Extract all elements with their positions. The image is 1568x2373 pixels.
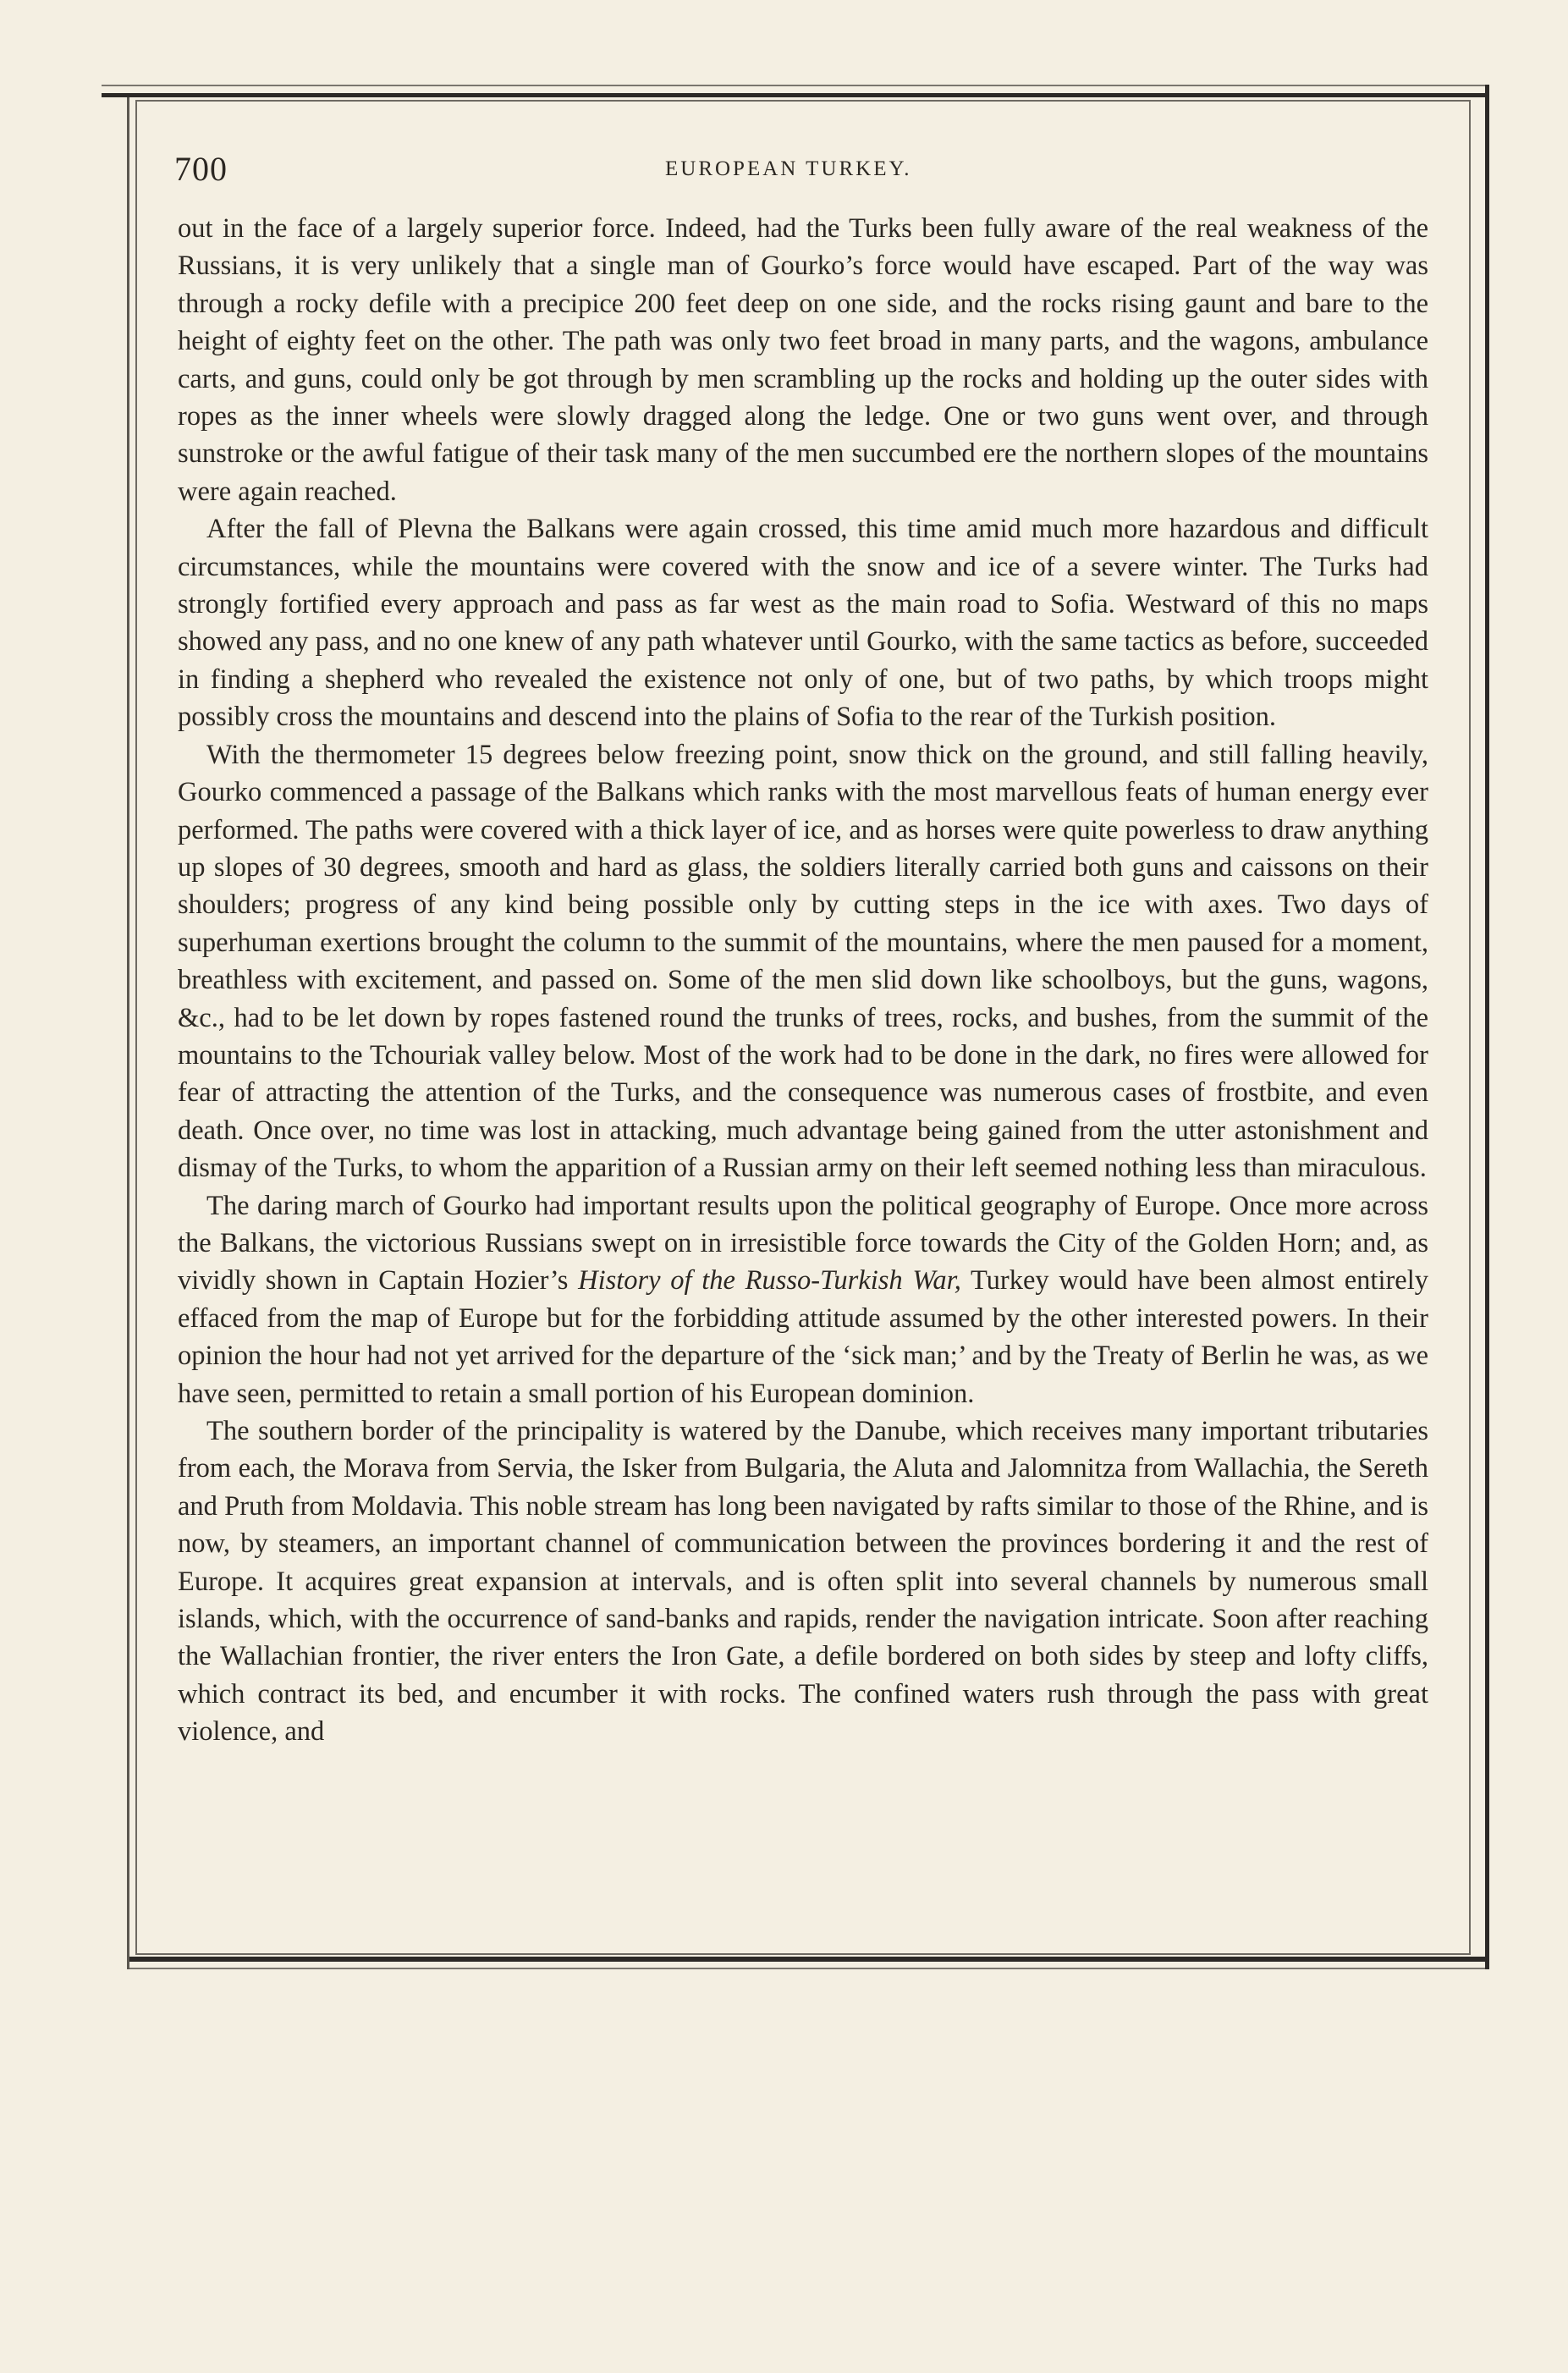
- top-rule-thick: [102, 93, 1489, 97]
- bottom-rule-thin: [127, 1968, 1489, 1969]
- right-rule: [1485, 85, 1489, 1969]
- paragraph-4: [178, 1187, 1428, 1412]
- page-header: [174, 149, 1444, 200]
- body-text: [178, 210, 1428, 1751]
- page-number: 700: [174, 150, 228, 188]
- left-rule: [127, 97, 129, 1969]
- paragraph-1: out in the face of a largely superior force. Indeed, had the Turks been fully aware of the real weakness of the Russians, it is very unlikely that a single man of Gourko’s force would have escaped. Part of the way was through a rocky defile with a precipice 200 feet deep on one side, and the rocks rising gaunt and bare to the height of eighty feet on the other. The path was only two feet broad in many parts, and the wagons, ambulance carts, and guns, could only be got through by men scrambling up the rocks and holding up the outer sides with ropes as the inner wheels were slowly dragged along the ledge. One or two guns went over, and through sunstroke or the awful fatigue of their task many of the men succumbed ere the northern slopes of the mountains were again reached.: [178, 213, 1428, 507]
- paragraph-5: The southern border of the principality is watered by the Danube, which receives many important tributaries from each, the Morava from Servia, the Isker from Bulgaria, the Aluta and Jalomnitza from Wallachia, the Sereth and Pruth from Moldavia. This noble stream has long been navigated by rafts similar to those of the Rhine, and is now, by steamers, an important channel of communication between the provinces bordering it and the rest of Europe. It acquires great expansion at intervals, and is often split into several channels by numerous small islands, which, with the occurrence of sand-banks and rapids, render the navigation intricate. Soon after reaching the Wallachian frontier, the river enters the Iron Gate, a defile bordered on both sides by steep and lofty cliffs, which contract its bed, and encumber it with rocks. The confined waters rush through the pass with great violence, and: [178, 1416, 1428, 1748]
- top-rule-thin: [102, 85, 1489, 86]
- book-title: History of the Russo-Turkish War,: [578, 1265, 961, 1297]
- bottom-rule-thick: [127, 1957, 1489, 1962]
- running-title: EUROPEAN TURKEY.: [665, 157, 912, 180]
- paragraph-4-text-b: Turkey would have been almost entirely effaced from the map of Europe but for the forbidding attitude assumed by the other interested powers. In their opinion the hour had not yet arrived for the departure of the ‘sick man;’ and by the Treaty of Berlin he was, as we have seen, permitted to retain a small portion of his European dominion.: [178, 1265, 1428, 1409]
- paragraph-2: After the fall of Plevna the Balkans were again crossed, this time amid much more hazardous and difficult circumstances, while the mountains were covered with the snow and ice of a severe winter. The Turks had strongly fortified every approach and pass as far west as the main road to Sofia. Westward of this no maps showed any pass, and no one knew of any path whatever until Gourko, with the same tactics as before, succeeded in finding a shepherd who revealed the existence not only of one, but of two paths, by which troops might possibly cross the mountains and descend into the plains of Sofia to the rear of the Turkish position.: [178, 514, 1428, 733]
- paragraph-3: With the thermometer 15 degrees below freezing point, snow thick on the ground, and still falling heavily, Gourko commenced a passage of the Balkans which ranks with the most marvellous feats of human energy ever performed. The paths were covered with a thick layer of ice, and as horses were quite powerless to draw anything up slopes of 30 degrees, smooth and hard as glass, the soldiers literally carried both guns and caissons on their shoulders; progress of any kind being possible only by cutting steps in the ice with axes. Two days of superhuman exertions brought the column to the summit of the mountains, where the men paused for a moment, breathless with excitement, and passed on. Some of the men slid down like schoolboys, but the guns, wagons, &c., had to be let down by ropes fastened round the trunks of trees, rocks, and bushes, from the summit of the mountains to the Tchouriak valley below. Most of the work had to be done in the dark, no fires were allowed for fear of attracting the attention of the Turks, and the consequence was numerous cases of frostbite, and even death. Once over, no time was lost in attacking, much advantage being gained from the utter astonishment and dismay of the Turks, to whom the apparition of a Russian army on their left seemed nothing less than miraculous.: [178, 739, 1428, 1184]
- paragraph-4-text-a: The daring march of Gourko had important results upon the political geography of Europe. Once more across the Balkans, the victorious Russians swept on in irresistible force towards the City of the Golden Horn; and, as vividly shown in Captain Hozier’s: [178, 1190, 1428, 1297]
